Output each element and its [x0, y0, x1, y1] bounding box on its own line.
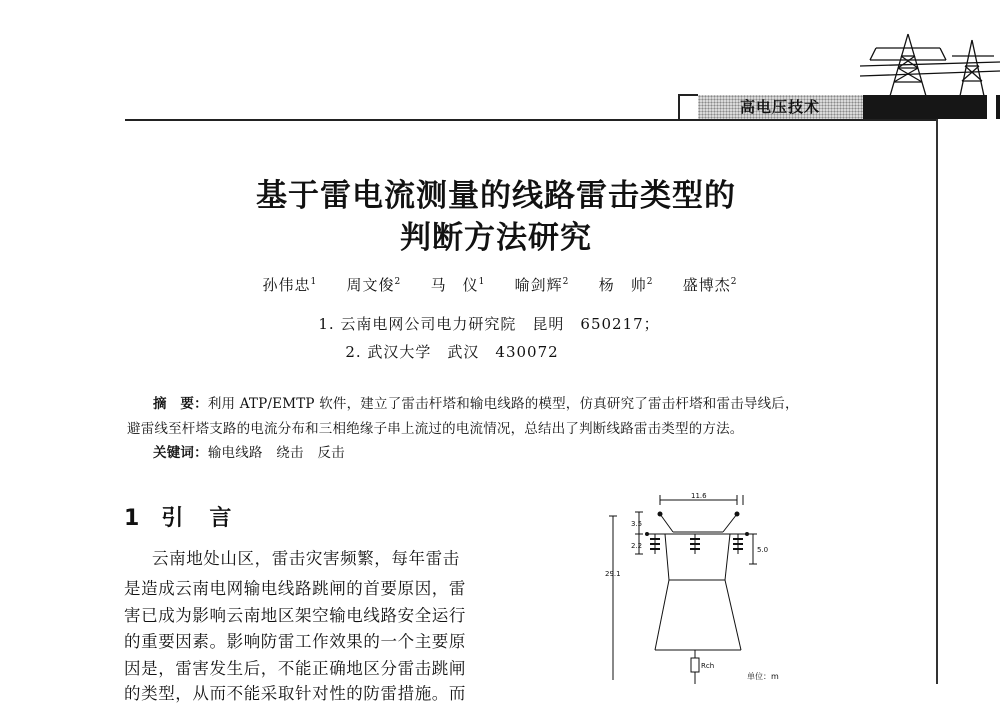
- dim-label: 29.1: [605, 570, 621, 578]
- body-line: 害已成为影响云南地区架空输电线路安全运行: [124, 606, 466, 625]
- header-rule: [125, 119, 938, 121]
- paper-title-line-2: 判断方法研究: [400, 220, 592, 256]
- header-tick: [678, 94, 680, 121]
- transmission-tower-illustration: [860, 26, 1000, 96]
- body-line: 是造成云南电网输电线路跳闸的首要原因，雷: [124, 579, 466, 598]
- section-heading: [124, 501, 235, 532]
- section-title-char: 言: [209, 506, 236, 531]
- insulator-discs: [645, 512, 749, 551]
- tower-figure: [595, 490, 795, 684]
- dim-label: 5.0: [757, 546, 769, 554]
- abstract-text: 利用 ATP/EMTP 软件，建立了雷击杆塔和输电线路的模型，仿真研究了雷击杆塔和雷击导线后，: [207, 396, 799, 412]
- paper-title-line-1: 基于雷电流测量的线路雷击类型的: [256, 178, 736, 214]
- author: 喻剑辉$^2$: [514, 276, 570, 294]
- dim-label: 3.5: [631, 520, 643, 528]
- figure-dimension-labels: [605, 492, 768, 670]
- dim-label: 2.2: [631, 542, 643, 550]
- author-list: [0, 274, 1000, 295]
- author: 杨 帅$^2$: [598, 276, 654, 294]
- header-tick-horizontal: [678, 94, 698, 96]
- resistor-label: Rch: [701, 662, 715, 670]
- affiliation-1: 1. 云南电网公司电力研究院 昆明 650217；: [318, 315, 660, 333]
- journal-section-label: 高电压技术: [739, 98, 820, 116]
- author: 马 仪$^1$: [430, 276, 486, 294]
- body-line: 云南地处山区，雷击灾害频繁，每年雷击: [152, 549, 460, 568]
- author: 孙伟忠$^1$: [262, 276, 318, 294]
- affiliation-2: 2. 武汉大学 武汉 430072: [345, 343, 559, 361]
- abstract-line-1: [153, 392, 913, 417]
- keywords-line: [153, 441, 653, 466]
- body-line: 的类型，从而不能采取针对性的防雷措施。而: [124, 684, 466, 703]
- abstract-label: 摘 要：: [153, 396, 208, 412]
- keywords-value: 输电线路 绕击 反击: [207, 445, 345, 461]
- section-band-edge: [985, 95, 996, 119]
- section-number: 1: [124, 506, 144, 531]
- author: 盛博杰$^2$: [682, 276, 738, 294]
- author: 周文俊$^2$: [346, 276, 402, 294]
- body-line: 的重要因素。影响防雷工作效果的一个主要原: [124, 632, 466, 651]
- abstract-line-2: 避雷线至杆塔支路的电流分布和三相绝缘子串上流过的电流情况，总结出了判断线路雷击类型的方法。: [127, 421, 744, 437]
- figure-unit-label: 单位：m: [747, 672, 779, 681]
- section-title-char: 引: [161, 506, 188, 531]
- dim-label: 11.6: [691, 492, 707, 500]
- keywords-label: 关键词：: [153, 445, 208, 461]
- body-line: 因是，雷害发生后，不能正确地区分雷击跳闸: [124, 659, 466, 678]
